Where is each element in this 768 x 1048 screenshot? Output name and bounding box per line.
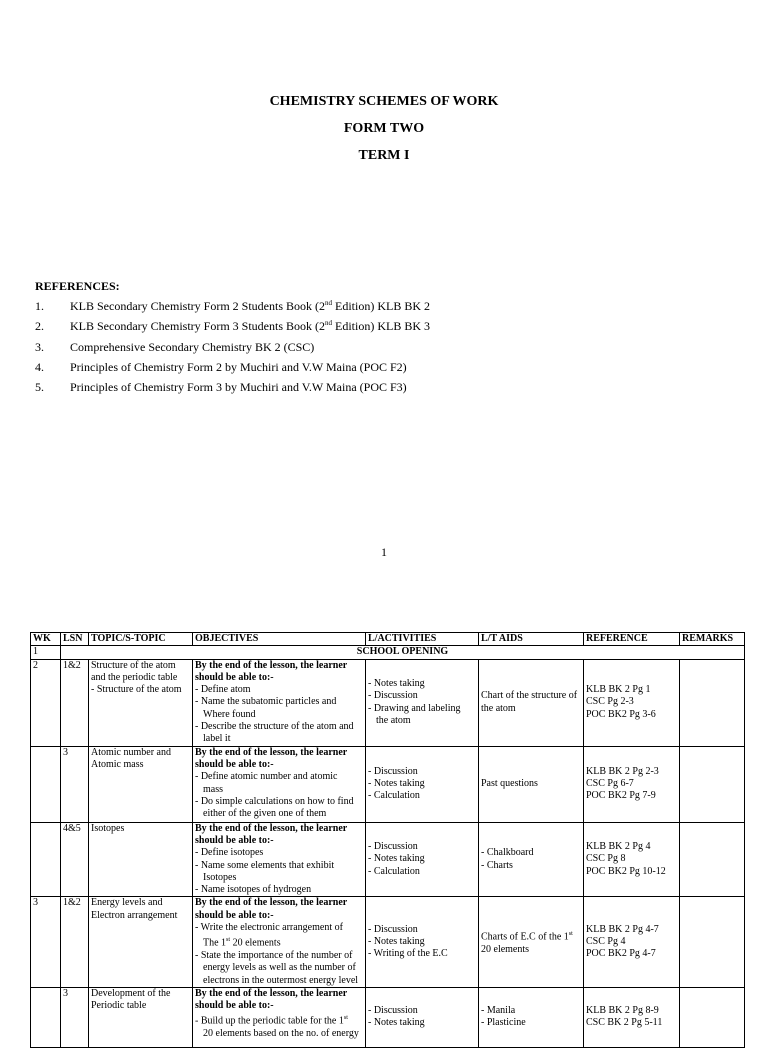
activities-cell: - Discussion - Notes taking - Writing of the E.C [366,897,479,987]
remarks-cell [680,822,745,897]
reference-text: Principles of Chemistry Form 3 by Muchiri and V.W Maina (POC F3) [70,380,407,395]
aids-cell: - Manila - Plasticine [479,987,584,1047]
table-row [31,897,745,987]
aids-cell: Charts of E.C of the 1st 20 elements [479,897,584,987]
column-header: OBJECTIVES [193,633,366,646]
doc-title: CHEMISTRY SCHEMES OF WORK [269,94,499,109]
week-cell [31,746,61,822]
week-cell [31,987,61,1047]
objectives-cell: By the end of the lesson, the learner should be able to:- - Define atomic number and atomic mass - Do simple calculations on how to find either of the given one of them [193,746,366,822]
activities-cell: - Discussion - Notes taking - Calculation [366,746,479,822]
reference-cell: KLB BK 2 Pg 4 CSC Pg 8 POC BK2 Pg 10-12 [584,822,680,897]
references-heading: REFERENCES: [35,279,120,293]
objectives-cell: By the end of the lesson, the learner should be able to:- - Write the electronic arrangement of The 1st 20 elements - State the importance of the number of energy levels as well as the number of electrons in the outermost energy level [193,897,366,987]
topic-cell: Structure of the atom and the periodic table - Structure of the atom [89,659,193,746]
school-opening-row [31,646,745,659]
column-header: L/T AIDS [479,633,584,646]
reference-cell: KLB BK 2 Pg 4-7 CSC Pg 4 POC BK2 Pg 4-7 [584,897,680,987]
week-cell: 2 [31,659,61,746]
topic-cell: Energy levels and Electron arrangement [89,897,193,987]
lesson-cell: 1&2 [61,659,89,746]
reference-item [35,360,407,375]
aids-cell: Past questions [479,746,584,822]
topic-cell: Atomic number and Atomic mass [89,746,193,822]
week-cell [31,822,61,897]
column-header: L/ACTIVITIES [366,633,479,646]
week-cell: 3 [31,897,61,987]
topic-cell: Development of the Periodic table [89,987,193,1047]
reference-text: KLB Secondary Chemistry Form 2 Students Book (2nd Edition) KLB BK 2 [70,299,430,313]
reference-number: 1. [35,299,44,313]
activities-cell: - Discussion - Notes taking - Calculation [366,822,479,897]
reference-number: 3. [35,339,44,354]
objectives-cell: By the end of the lesson, the learner should be able to:- - Define atom - Name the subatomic particles and Where found - Describe the structure of the atom and label it [193,659,366,746]
reference-item [35,319,430,334]
remarks-cell [680,659,745,746]
table-row [31,659,745,746]
form-title: FORM TWO [343,121,425,136]
remarks-cell [680,987,745,1047]
remarks-cell [680,746,745,822]
column-header: WK [31,633,61,646]
scheme-table [30,632,745,1048]
reference-number: 4. [35,359,44,374]
reference-number: 2. [35,319,44,334]
table-row [31,746,745,822]
table-row [31,822,745,897]
lesson-cell: 1&2 [61,897,89,987]
aids-cell: Chart of the structure of the atom [479,659,584,746]
objectives-cell: By the end of the lesson, the learner should be able to:- - Define isotopes - Name some elements that exhibit Isotopes - Name isotopes of hydrogen [193,822,366,897]
reference-cell: KLB BK 2 Pg 8-9 CSC BK 2 Pg 5-11 [584,987,680,1047]
reference-text: Principles of Chemistry Form 2 by Muchiri and V.W Maina (POC F2) [70,359,407,374]
opening-text: SCHOOL OPENING [61,646,745,659]
column-header: LSN [61,633,89,646]
reference-item [35,380,407,395]
activities-cell: - Discussion - Notes taking [366,987,479,1047]
lesson-cell: 3 [61,746,89,822]
column-header: REMARKS [680,633,745,646]
aids-cell: - Chalkboard - Charts [479,822,584,897]
reference-cell: KLB BK 2 Pg 2-3 CSC Pg 6-7 POC BK2 Pg 7-9 [584,746,680,822]
objectives-cell: By the end of the lesson, the learner should be able to:- - Build up the periodic table for the 1st 20 elements based on the no. of energy [193,987,366,1047]
table-row [31,987,745,1047]
lesson-cell: 3 [61,987,89,1047]
reference-text: KLB Secondary Chemistry Form 3 Students Book (2nd Edition) KLB BK 3 [70,319,430,334]
topic-cell: Isotopes [89,822,193,897]
reference-item [35,299,430,314]
column-header: TOPIC/S-TOPIC [89,633,193,646]
reference-item [35,340,314,355]
reference-text: Comprehensive Secondary Chemistry BK 2 (CSC) [70,339,315,354]
remarks-cell [680,897,745,987]
activities-cell: - Notes taking - Discussion - Drawing and labeling the atom [366,659,479,746]
page-number: 1 [381,545,387,559]
term-title: TERM I [358,148,410,163]
opening-week: 1 [31,646,61,659]
lesson-cell: 4&5 [61,822,89,897]
reference-cell: KLB BK 2 Pg 1 CSC Pg 2-3 POC BK2 Pg 3-6 [584,659,680,746]
reference-number: 5. [35,380,44,395]
column-header: REFERENCE [584,633,680,646]
table-header-row [31,633,745,646]
